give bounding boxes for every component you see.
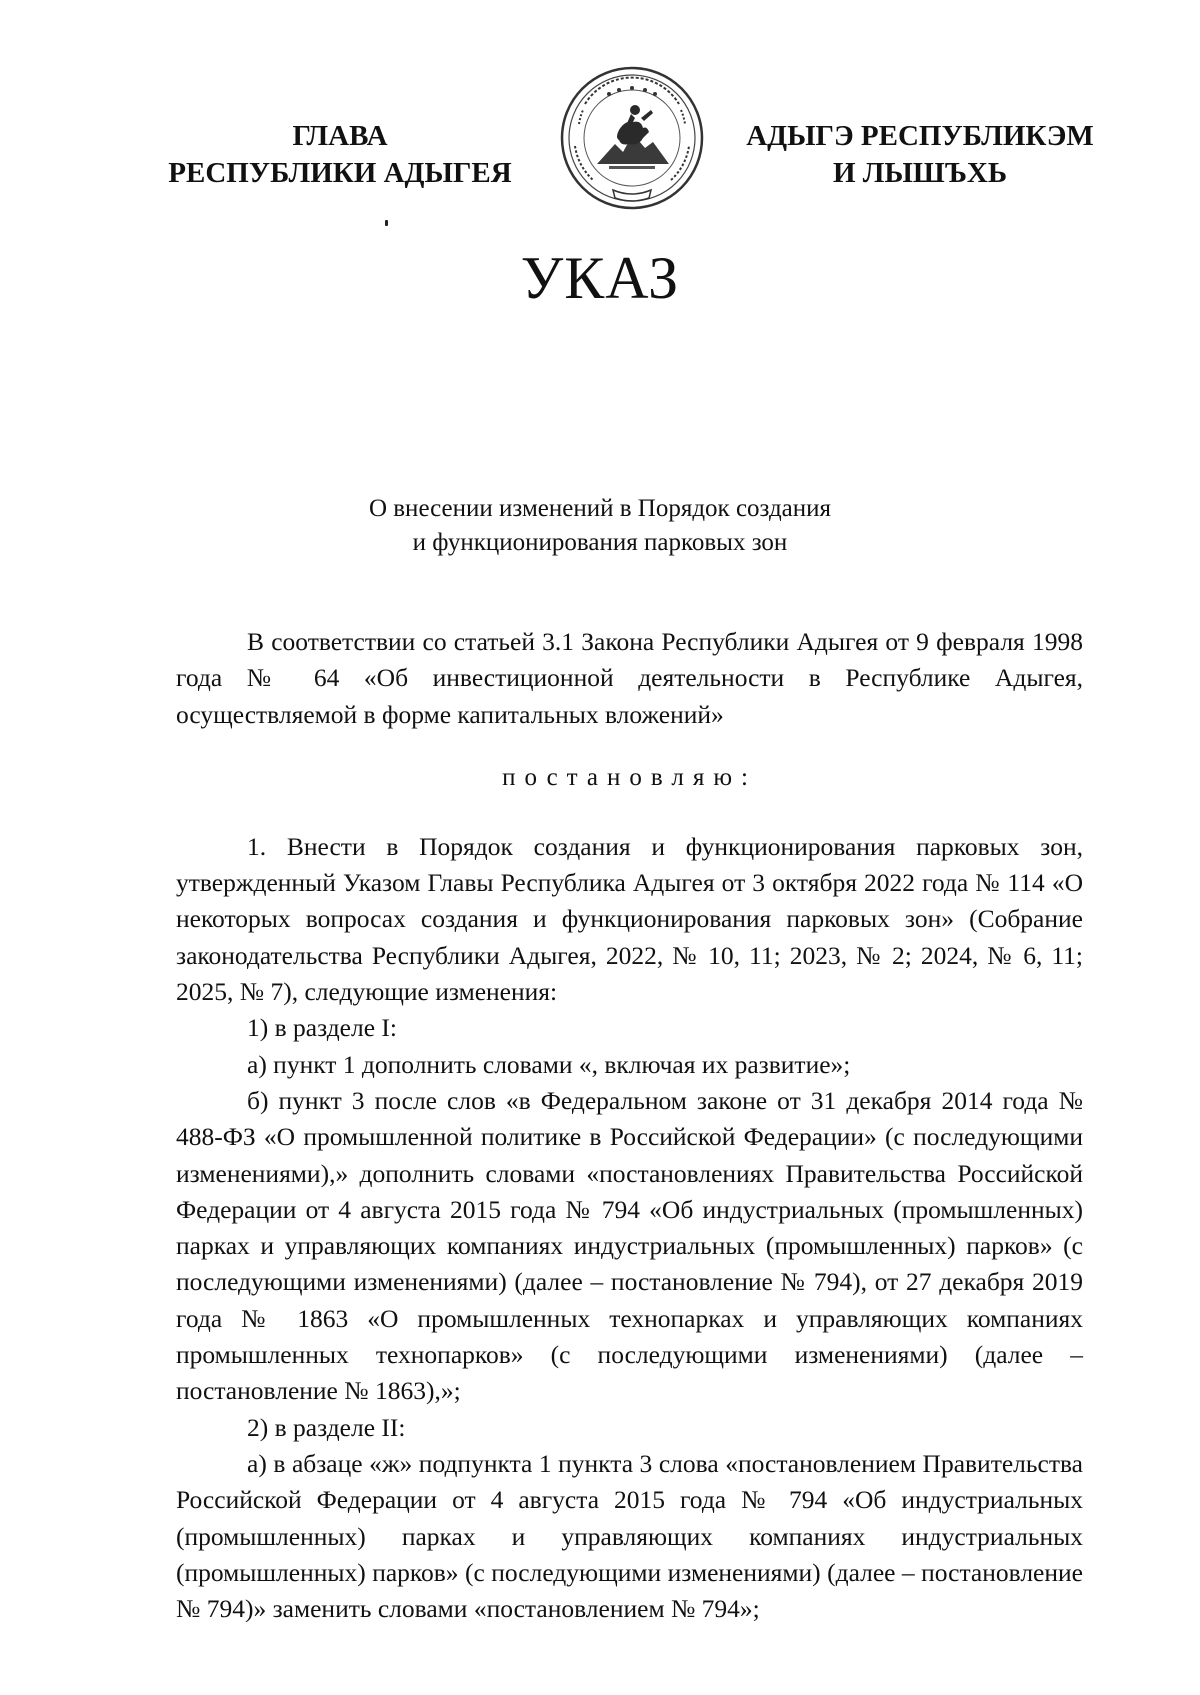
body-paragraph: 2) в разделе II: (247, 1412, 406, 1442)
body-paragraph: а) в абзаце «ж» подпункта 1 пункта 3 слова «постановлением Правительства Российской Федерации от 4 августа 2015 года № 794 «Об индустриальных (промышленных) парках и управляющих компаниях индустриальных (промышленных) парков» (с последующими изменениями) (далее – постановление № 794)» заменить словами «постановлением № 794»; (176, 1448, 1083, 1624)
document-title-line: О внесении изменений в Порядок создания (368, 495, 832, 522)
issuer-header-line: АДЫГЭ РЕСПУБЛИКЭМ (746, 120, 1094, 152)
issuer-header-line: РЕСПУБЛИКИ АДЫГЕЯ (168, 157, 512, 189)
issuer-header-line: ГЛАВА (292, 120, 388, 152)
document-type: УКАЗ (520, 245, 680, 311)
document-body (176, 624, 1083, 1627)
issuer-header-line: И ЛЫШЪХЬ (832, 157, 1008, 189)
document-title-line: и функционирования парковых зон (412, 529, 788, 556)
issuer-header-russian (155, 118, 525, 192)
preamble-paragraph: В соответствии со статьей 3.1 Закона Республики Адыгея от 9 февраля 1998 года № 64 «Об инвестиционной деятельности в Республике Адыгея, осуществляемой в форме капитальных вложений» (176, 627, 1083, 729)
body-paragraph: 1. Внести в Порядок создания и функционирования парковых зон, утвержденный Указом Главы Республика Адыгея от 3 октября 2022 года № 114 «О некоторых вопросах создания и функционирования парковых зон» (Собрание законодательства Республики Адыгея, 2022, № 10, 11; 2023, № 2; 2024, № 6, 11; 2025, № 7), следующие изменения: (176, 831, 1083, 1007)
issuer-header-adyghe (730, 118, 1110, 192)
scan-speck (385, 220, 388, 226)
document-title (0, 492, 1200, 560)
decree-word: постановляю: (502, 763, 757, 791)
body-paragraph: 1) в разделе I: (247, 1013, 397, 1043)
coat-of-arms-icon (557, 64, 707, 212)
body-paragraph: а) пункт 1 дополнить словами «, включая их развитие»; (247, 1049, 851, 1079)
body-paragraph: б) пункт 3 после слов «в Федеральном законе от 31 декабря 2014 года № 488-ФЗ «О промышленной политике в Российской Федерации» (с последующими изменениями),» дополнить словами «постановлениях Правительства Российской Федерации от 4 августа 2015 года № 794 «Об индустриальных (промышленных) парках и управляющих компаниях индустриальных (промышленных) парков» (с последующими изменениями) (далее – постановление № 794), от 27 декабря 2019 года № 1863 «О промышленных технопарках и управляющих компаниях промышленных технопарков» (с последующими изменениями) (далее – постановление № 1863),»; (176, 1085, 1083, 1406)
